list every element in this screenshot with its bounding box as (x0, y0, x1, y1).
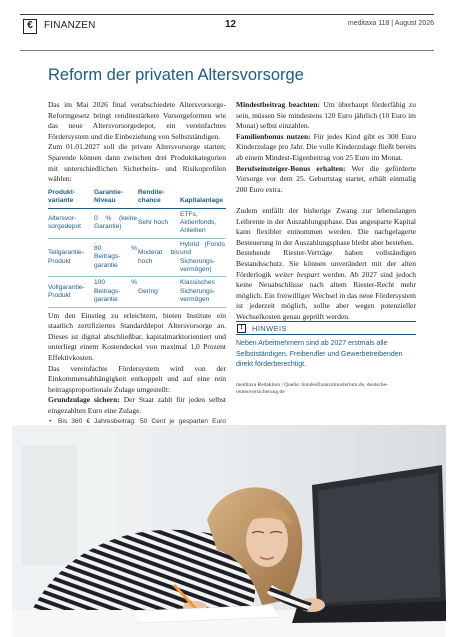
table-cell: Hybrid (Fonds und Sicherungs-vermögen) (180, 238, 226, 277)
table-cell: Altersvor-sorgedepot (48, 208, 94, 238)
table-header-cell: Produkt-variante (48, 187, 94, 208)
familienbonus-label: Familienbonus nutzen: (236, 131, 311, 141)
product-table (48, 187, 226, 308)
mindestbeitrag-text: Um überhaupt förderfähig zu sein, müssen Sie mindestens 120 Euro jährlich (10 Euro im Monat) selbst einzahlen. (236, 100, 417, 131)
riester-italic: weiter bespart (274, 269, 320, 279)
table-cell: Klassisches Sicherungs-vermögen (180, 277, 226, 307)
table-row (48, 208, 226, 238)
table-cell: ETFs, Aktienfonds, Anleihen (180, 208, 226, 238)
mindestbeitrag-label: Mindestbeitrag beachten: (236, 100, 320, 109)
page-number: 12 (225, 19, 237, 30)
berufseinsteiger-paragraph (236, 164, 416, 196)
foerdersystem-paragraph: Das vereinfachte Fördersystem wird von der Einkommensabhängigkeit entkoppelt und auf eine rein beitragsproportionale Zulage umgestellt: (48, 363, 226, 394)
table-cell: Vollgarantie-Produkt (48, 277, 94, 307)
article-title: Reform der privaten Altersvorsorge (48, 66, 304, 84)
issue-label: meditaxa 118 | August 2026 (347, 20, 434, 27)
table-header-cell: Kapitalanlage (180, 187, 226, 208)
table-cell: Moderat bis hoch (138, 238, 180, 277)
leibrente-paragraph: Zudem entfällt der bisherige Zwang zur lebenslangen Leibrente in der Auszahlungsphase. Das angesparte Kapital kann flexibler entnommen werden. Die nachgelagerte Besteuerung in der Auszahlungsphase bleibt aber bestehen. (236, 205, 416, 247)
intro-paragraph-1: Das im Mai 2026 final verabschiedete Altersvorsorge-Reformgesetz bringt renditestärkere Vorsorgeformen wie das neue Altersvorsorgedepot, ein vereinfachtes Fördersystem und die Einbeziehung von Selbstständigen. (48, 100, 226, 141)
info-icon: ! (237, 324, 246, 333)
table-header-row (48, 187, 226, 208)
photo-woman-with-laptop (12, 425, 446, 637)
mindestbeitrag-paragraph (236, 100, 416, 132)
left-column (48, 100, 226, 472)
hint-text: Neben Arbeitnehmern sind ab 2027 erstmals alle Selbstständigen, Freiberufler und Gewerbetreibenden direkt förderberechtigt. (236, 340, 403, 369)
euro-icon: € (23, 19, 37, 34)
intro-paragraph-2: Zum 01.01.2027 soll die private Altersvorsorge starten; Sparende können dann zwischen drei Produktkategorien mit unterschiedlichen Sicherheits- und Risikoprofilen wählen: (48, 142, 226, 184)
riester-paragraph (236, 248, 416, 322)
grundzulage-label: Grundzulage sichern: (48, 395, 120, 405)
table-header-cell: Rendite-chance (138, 187, 180, 208)
source-note: meditaxa Redaktion | Quelle: bundesfinanzministerium.de, deutsche-rentenversicherung.de (236, 382, 388, 395)
berufseinsteiger-label: Berufseinsteiger-Bonus erhalten: (236, 163, 346, 173)
table-cell: 0 % (keine Garantie) (94, 208, 138, 238)
header-top-rule (20, 14, 434, 15)
section-label: FINANZEN (44, 20, 96, 31)
right-column (236, 100, 416, 322)
riester-text-a: Bestehende Riester-Verträge haben vollständigen Bestandsschutz. Sie können unverändert mit der alten Förderlogik (236, 248, 416, 279)
table-cell: Teilgarantie-Produkt (48, 238, 94, 277)
table-cell: 100 % Beitrags-garantie (94, 277, 138, 307)
hint-label: HINWEIS (252, 324, 287, 333)
photo-illustration (12, 425, 446, 637)
familienbonus-text: Für jedes Kind gibt es 300 Euro Kinderzulage pro Jahr. Die volle Kinderzulage fließt bereits ab einem Mindest-Eigenbeitrag von 25 Euro im Monat. (236, 131, 416, 162)
table-row (48, 277, 226, 307)
table-cell: Gering (138, 277, 180, 307)
familienbonus-paragraph (236, 132, 416, 164)
berufseinsteiger-text: Wer die geförderte Vorsorge vor dem 25. Geburtstag startet, erhält einmalig 200 Euro extra. (236, 163, 416, 194)
table-cell: 80 % Beitrags-garantie (94, 238, 138, 277)
standard-depot-paragraph: Um den Einstieg zu erleichtern, bieten Institute ein staatlich zertifiziertes Standarddepot Altersvorsorge an. Dieses ist digital abschließbar, kapitalmarktorientiert und unterliegt einem Kostendeckel von maximal 1,0 Prozent Effektivkosten. (48, 310, 226, 362)
hint-header (236, 321, 416, 335)
list-item: • Bis 360 € Jahresbeitrag: 50 Cent je gesparten Euro (48, 417, 226, 436)
grundzulage-text: Der Staat zahlt für jeden selbst eingezahlten Euro eine Zulage. (48, 395, 227, 415)
table-header-cell: Garantie-Niveau (94, 187, 138, 208)
header-bottom-rule (20, 50, 434, 51)
page-header (20, 10, 434, 54)
grundzulage-paragraph (48, 395, 226, 416)
table-row (48, 238, 226, 277)
table-cell: Sehr hoch (138, 208, 180, 238)
riester-text-b: werden. Ab 2027 sind jedoch keine Neuabschlüsse nach altem Riester-Recht mehr möglich. Ein freiwilliger Wechsel in das neue Fördersystem ist jederzeit möglich, sollte aber wegen potenzieller Wechselkosten genau geprüft werden. (236, 269, 417, 321)
